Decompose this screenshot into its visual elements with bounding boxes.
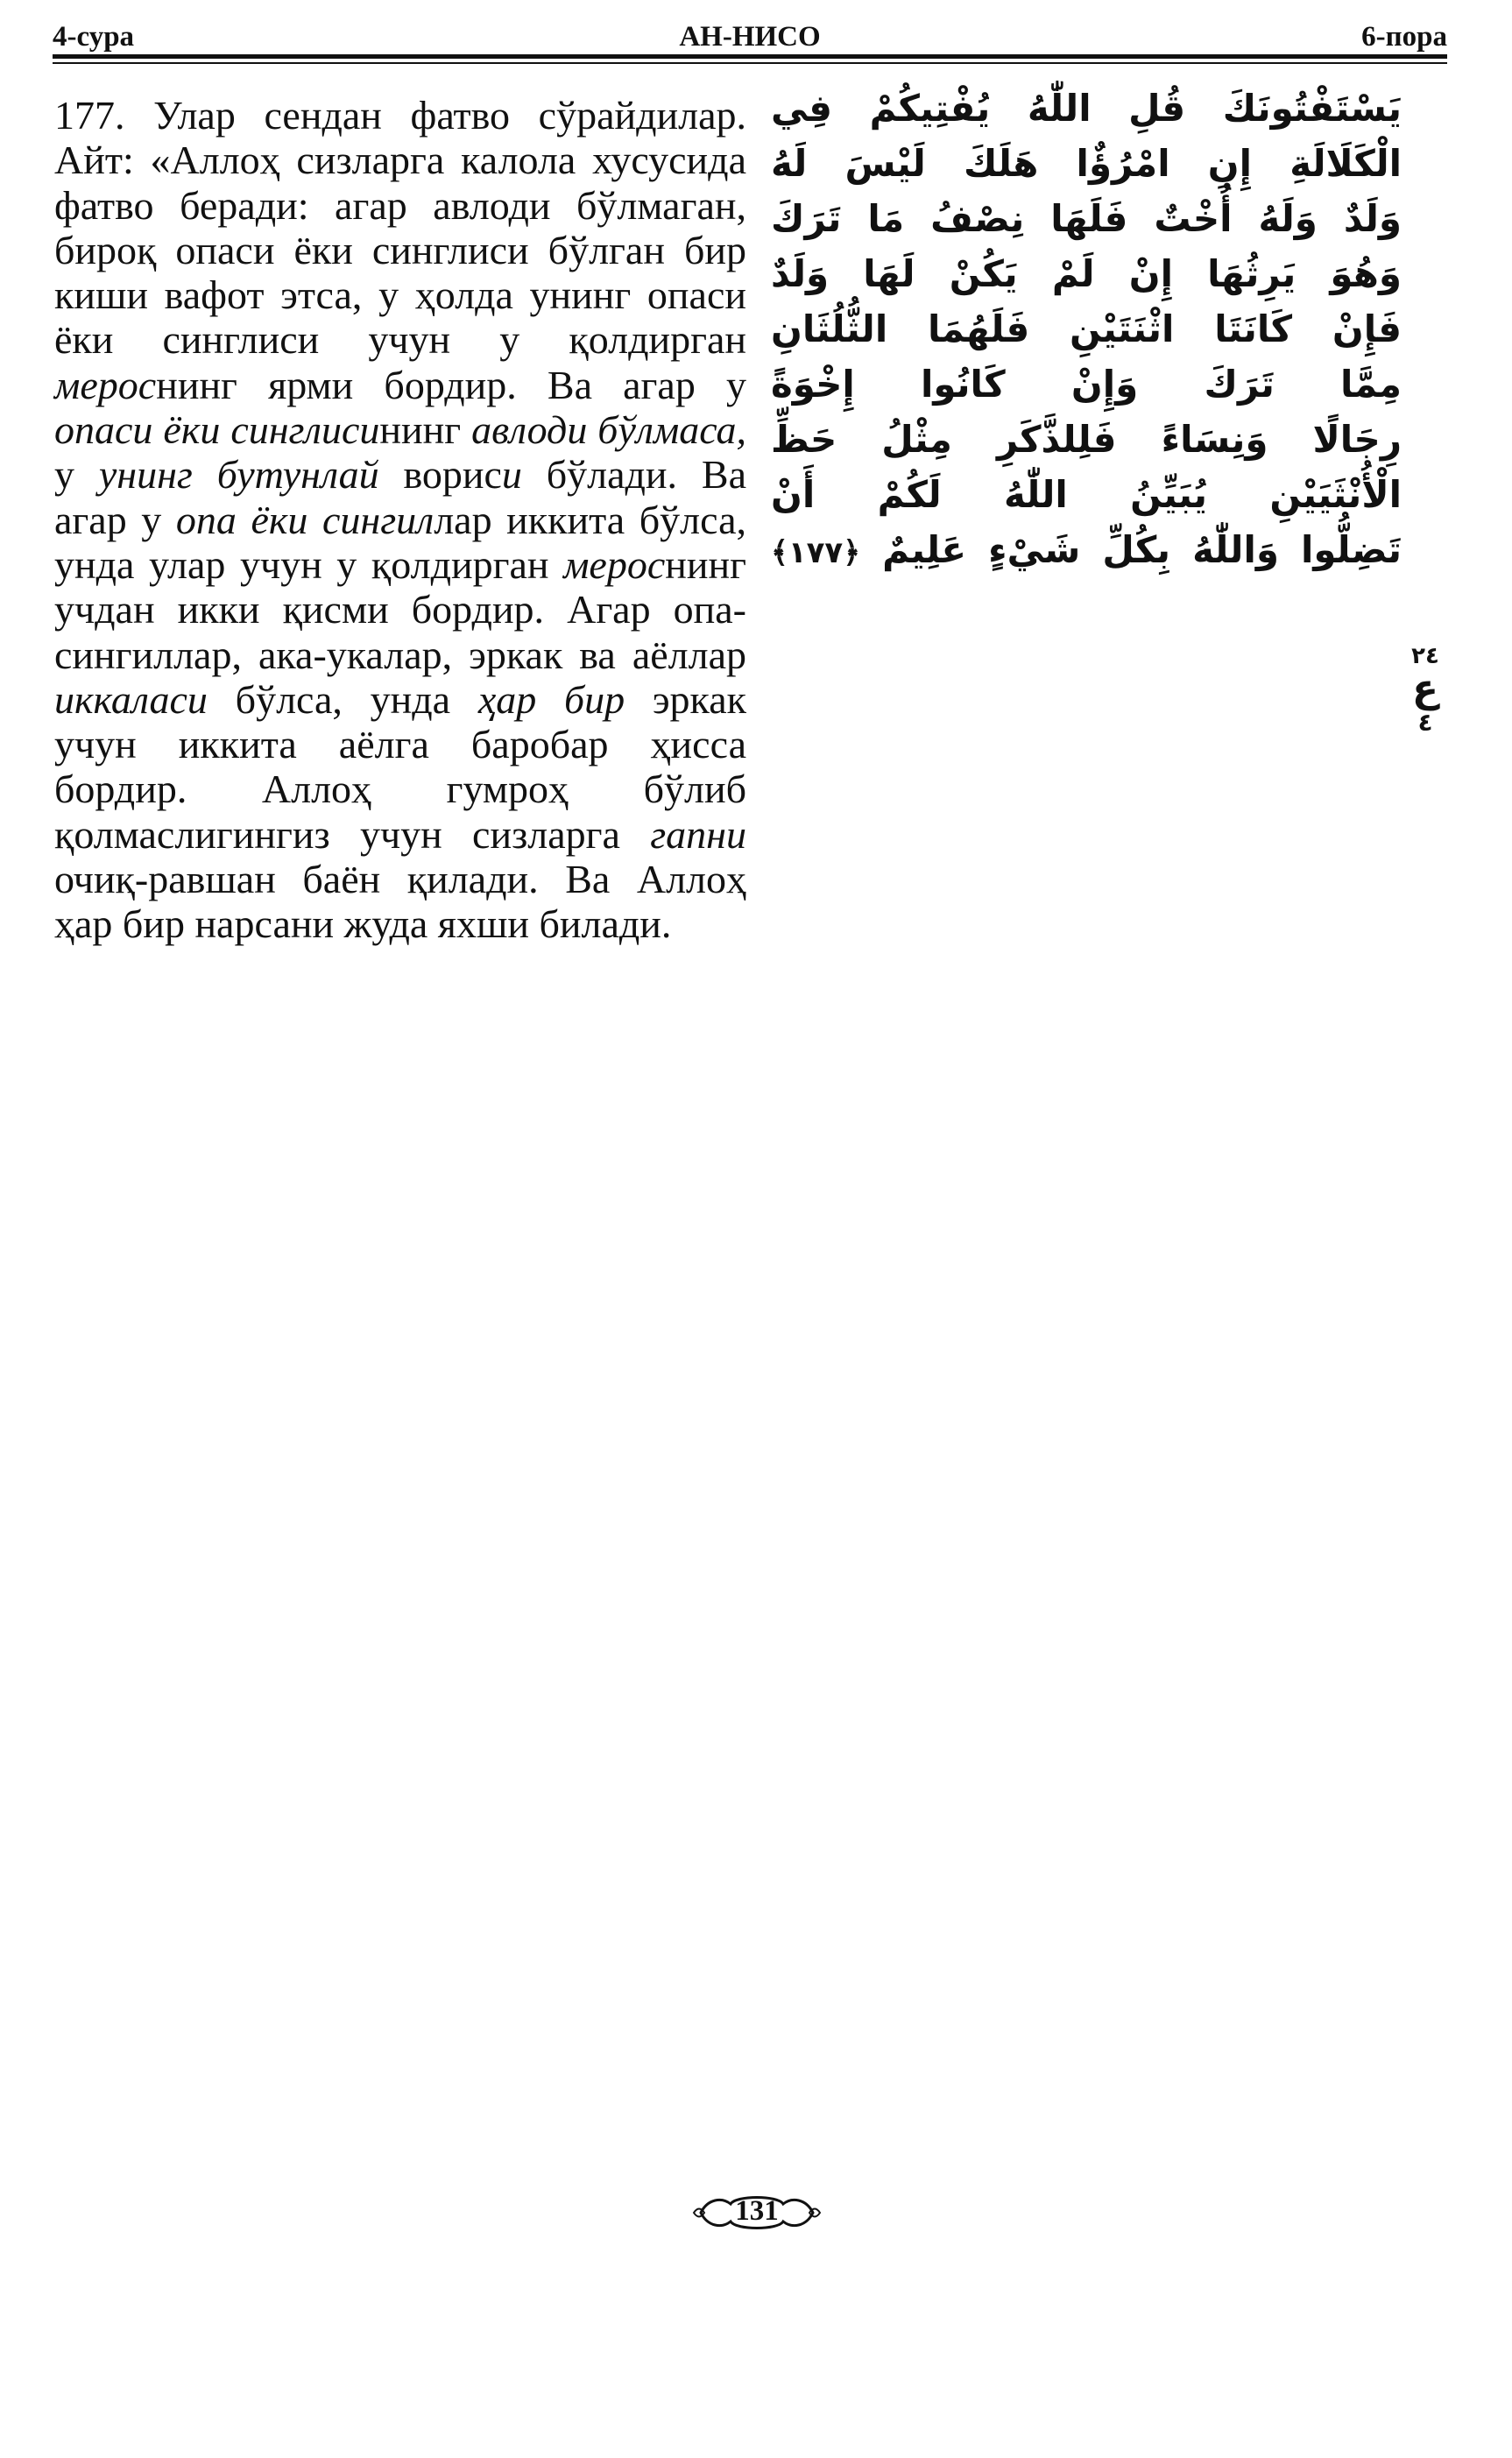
surah-title: АН-НИСО bbox=[679, 21, 821, 53]
ruku-number: ٢٤ bbox=[1411, 643, 1439, 669]
translation-run: эркак учун иккита аёлга баробар ҳисса бордир. Аллоҳ гумроҳ бўлиб қолмаслигингиз учун сизларга bbox=[54, 676, 746, 857]
translation-run: у bbox=[54, 452, 99, 498]
page-number-ornament bbox=[692, 2188, 822, 2237]
translation-italic-run: иккаласи bbox=[54, 676, 208, 722]
ruku-count: ٤ bbox=[1417, 708, 1433, 737]
arabic-line: فَإِنْ كَانَتَا اثْنَتَيْنِ فَلَهُمَا الثُّلُثَانِ bbox=[771, 307, 1402, 350]
translation-italic-run: опаси ёки синглиси bbox=[54, 407, 380, 453]
page-header bbox=[53, 16, 1447, 56]
translation-run: ворис bbox=[378, 452, 502, 498]
header-rule-thick bbox=[53, 54, 1447, 59]
translation-italic-run: мерос bbox=[563, 541, 666, 587]
header-rule-thin bbox=[53, 62, 1447, 64]
translation-column bbox=[54, 93, 746, 947]
ruku-ain-symbol: ع bbox=[1411, 667, 1439, 711]
translation-run: нинг учдан икки қисми бордир. Агар опа-сингиллар, ака-укалар, эркак ва аёллар bbox=[54, 541, 746, 677]
arabic-column bbox=[771, 81, 1402, 577]
translation-italic-run: авлоди бўлмаса, bbox=[471, 407, 747, 453]
translation-run: очиқ-равшан баён қилади. Ва Аллоҳ ҳар бир нарсани жуда яхши билади. bbox=[54, 857, 746, 947]
translation-italic-run: опа ёки сингил bbox=[175, 497, 435, 542]
arabic-line: مِمَّا تَرَكَ وَإِنْ كَانُوا إِخْوَةً bbox=[771, 363, 1402, 406]
translation-paragraph bbox=[54, 93, 746, 947]
translation-run: лар иккита бўлса, унда улар учун у қолдирган bbox=[54, 497, 746, 587]
translation-italic-run: унинг бутунлай bbox=[98, 452, 379, 498]
translation-run: 177. Улар сендан фатво сўрайдилар. Айт: «Аллоҳ сизларга калола хусусида фатво беради: агар авлоди бўлмаган, бироқ опаси ёки синглиси бўлган бир киши вафот этса, у ҳолда унинг опаси ёки синглиси учун у қолдирган bbox=[54, 93, 746, 363]
arabic-line: رِجَالًا وَنِسَاءً فَلِلذَّكَرِ مِثْلُ حَظِّ bbox=[771, 418, 1402, 461]
translation-run: бўлса, унда bbox=[207, 676, 478, 722]
arabic-line: الْكَلَالَةِ إِنِ امْرُؤٌا هَلَكَ لَيْسَ لَهُ bbox=[771, 142, 1402, 185]
translation-italic-run: и bbox=[501, 452, 522, 498]
arabic-line: الْأُنْثَيَيْنِ يُبَيِّنُ اللّٰهُ لَكُمْ أَنْ bbox=[771, 473, 1402, 516]
arabic-line-text: تَضِلُّوا وَاللّٰهُ بِكُلِّ شَيْءٍ عَلِيمٌ bbox=[882, 528, 1402, 571]
translation-run: нинг bbox=[379, 407, 472, 453]
juz-label: 6-пора bbox=[1361, 21, 1447, 53]
translation-italic-run: мерос bbox=[54, 362, 157, 407]
surah-label: 4-сура bbox=[53, 21, 135, 53]
translation-italic-run: гапни bbox=[650, 811, 746, 857]
ayah-number-marker: ﴿۱۷۷﴾ bbox=[771, 535, 861, 570]
page-number: 131 bbox=[735, 2195, 779, 2227]
translation-run: бўлади. Ва агар у bbox=[54, 452, 746, 542]
translation-run: нинг ярми бордир. Ва агар у bbox=[156, 362, 746, 407]
ayah-number: ۱۷۷ bbox=[788, 535, 844, 570]
arabic-line: يَسْتَفْتُونَكَ قُلِ اللّٰهُ يُفْتِيكُمْ فِي bbox=[771, 87, 1402, 130]
translation-italic-run: ҳар бир bbox=[477, 676, 625, 722]
arabic-line: وَهُوَ يَرِثُهَا إِنْ لَمْ يَكُنْ لَهَا وَلَدٌ bbox=[771, 252, 1402, 295]
ruku-marginal-mark bbox=[1407, 639, 1444, 739]
arabic-line: وَلَدٌ وَلَهُ أُخْتٌ فَلَهَا نِصْفُ مَا تَرَكَ bbox=[771, 197, 1402, 240]
arabic-line-last bbox=[771, 522, 1402, 577]
